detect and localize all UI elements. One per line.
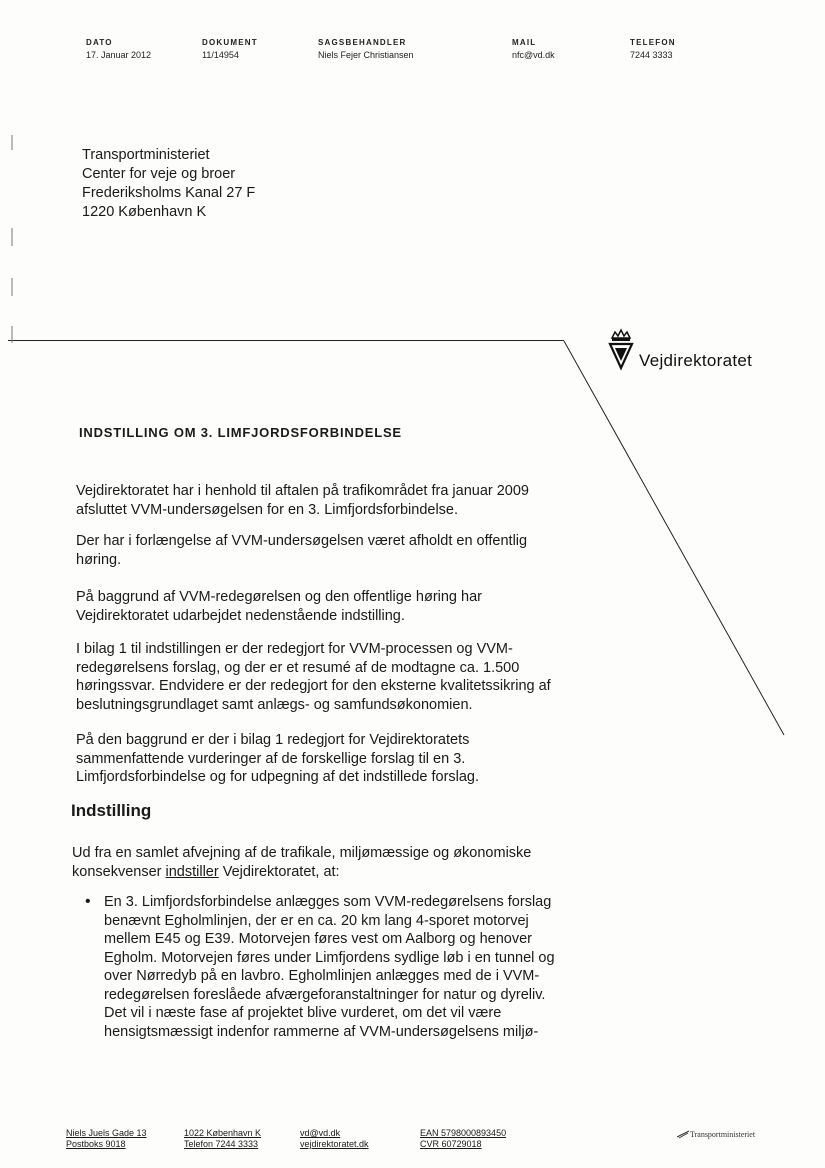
- address-line: 1220 København K: [82, 204, 207, 220]
- intro-text: Ud fra en samlet afvejning af de trafikale, miljømæssige og økonomiske konsekvenser: [72, 845, 532, 880]
- footer-web: [300, 1128, 369, 1150]
- footer-city: [184, 1128, 261, 1150]
- document-title: INDSTILLING OM 3. LIMFJORDSFORBINDELSE: [79, 425, 402, 440]
- meta-value: 11/14954: [202, 50, 239, 60]
- paragraph: I bilag 1 til indstillingen er der redegjort for VVM-processen og VVM-redegørelsens forslag, og der er et resumé af de modtagne ca. 1.500 høringssvar. Endvidere er der redegjort for den eksterne kvalitetssikring af beslutningsgrundlaget samt anlægs- og samfundsøkonomien.: [76, 641, 551, 713]
- footer-logo-text: Transportministeriet: [690, 1129, 756, 1139]
- address-line: Center for veje og broer: [82, 166, 236, 182]
- vejdirektoratet-logo: [607, 328, 752, 372]
- footer-line: CVR 60729018: [420, 1139, 482, 1149]
- footer-line: Niels Juels Gade 13: [66, 1128, 147, 1138]
- crown-shield-icon: [607, 328, 635, 372]
- bullet-text: En 3. Limfjordsforbindelse anlægges som VVM-redegørelsens forslag benævnt Egholmlinjen, der er en ca. 20 km lang 4-sporet motorvej mellem E45 og E39. Motorvejen føres vest om Aalborg og henover Egholm. Motorvejen føres under Limfjordens sydlige løb i en tunnel og over Nørredyb på en lavbro. Egholmlinjen anlægges med de i VVM-redegørelsen foreslåede afværgeforanstaltninger for natur og dyreliv. Det vil i næste fase af projektet blive vurderet, om det vil være hensigtsmæssigt indenfor rammerne af VVM-undersøgelsens miljø-: [104, 894, 555, 1040]
- paragraph: På baggrund af VVM-redegørelsen og den offentlige høring har Vejdirektoratet udarbejdet nedenstående indstilling.: [76, 589, 482, 624]
- meta-label: DATO: [86, 38, 113, 47]
- paragraph: Vejdirektoratet har i henhold til aftalen på trafikområdet fra januar 2009 afsluttet VVM-undersøgelsen for en 3. Limfjordsforbindelse.: [76, 483, 529, 518]
- intro-underlined: indstiller: [165, 863, 219, 880]
- footer-line: 1022 København K: [184, 1128, 262, 1138]
- meta-label: TELEFON: [630, 38, 676, 47]
- meta-label: SAGSBEHANDLER: [318, 38, 407, 47]
- footer-line: EAN 5798000893450: [420, 1128, 507, 1138]
- meta-value: nfc@vd.dk: [512, 50, 555, 60]
- address-line: Frederiksholms Kanal 27 F: [82, 185, 256, 201]
- bullet-icon: •: [85, 893, 91, 910]
- section-heading: Indstilling: [71, 801, 152, 820]
- transportministeriet-logo: [676, 1129, 755, 1139]
- footer-address: [66, 1128, 147, 1150]
- address-line: Transportministeriet: [82, 147, 210, 163]
- footer-line: Postboks 9018: [66, 1139, 126, 1149]
- intro-paragraph: [72, 844, 562, 881]
- footer-line: vd@vd.dk: [300, 1128, 341, 1138]
- logo-text: Vejdirektoratet: [639, 351, 753, 370]
- meta-label: DOKUMENT: [202, 38, 258, 47]
- paragraph: På den baggrund er der i bilag 1 redegjort for Vejdirektoratets sammenfattende vurderinger af de forskellige forslag til en 3. Limfjordsforbindelse og for udpegning af det indstillede forslag.: [76, 732, 480, 785]
- paragraph: Der har i forlængelse af VVM-undersøgelsen været afholdt en offentlig høring.: [76, 533, 528, 568]
- footer-ids: [420, 1128, 506, 1150]
- meta-label: MAIL: [512, 38, 537, 47]
- meta-value: 7244 3333: [630, 50, 673, 60]
- ministry-emblem-icon: [676, 1129, 690, 1139]
- footer-line: Telefon 7244 3333: [184, 1139, 259, 1149]
- meta-value: Niels Fejer Christiansen: [318, 50, 414, 60]
- meta-value: 17. Januar 2012: [86, 50, 152, 60]
- footer-line: vejdirektoratet.dk: [300, 1139, 369, 1149]
- intro-text-end: Vejdirektoratet, at:: [218, 863, 340, 880]
